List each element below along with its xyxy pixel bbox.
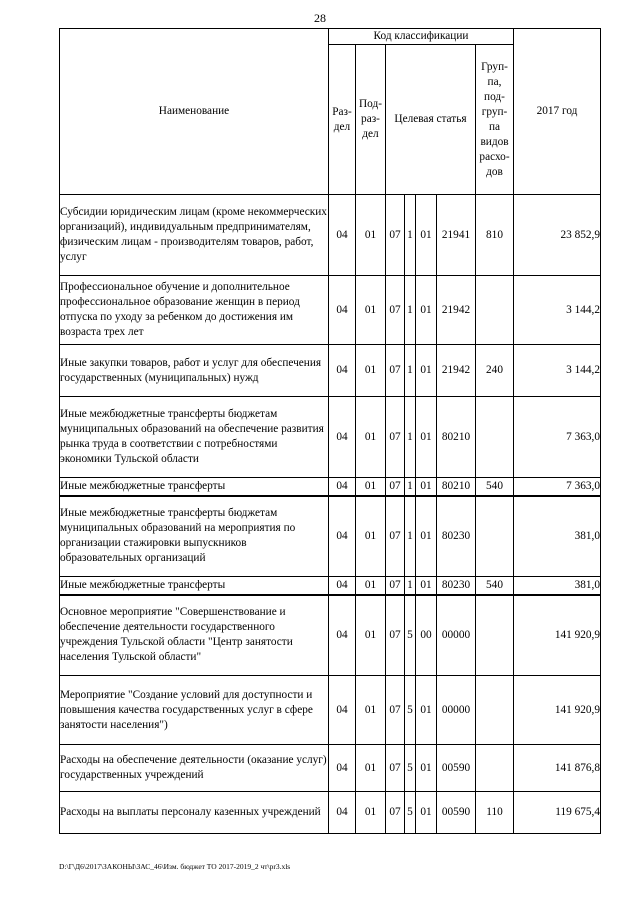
row-amount: 7 363,0 (514, 397, 601, 478)
row-name: Иные межбюджетные трансферты бюджетам муниципальных образований на обеспечение развития рынка труда в соответствии с потребностями экономики Тульской области (60, 397, 329, 478)
row-section: 04 (329, 195, 356, 276)
row-target-subprogram: 1 (405, 577, 416, 595)
column-header-section: Раз- дел (329, 45, 356, 195)
row-expense-group: 540 (476, 577, 514, 595)
row-target-program: 07 (386, 397, 405, 478)
row-target-event: 01 (416, 577, 437, 595)
row-target-direction: 80230 (437, 577, 476, 595)
row-amount: 381,0 (514, 577, 601, 595)
row-target-subprogram: 1 (405, 496, 416, 577)
row-expense-group (476, 496, 514, 577)
row-section: 04 (329, 397, 356, 478)
row-target-direction: 00000 (437, 595, 476, 676)
row-subsection: 01 (356, 595, 386, 676)
row-subsection: 01 (356, 745, 386, 792)
row-name: Иные закупки товаров, работ и услуг для обеспечения государственных (муниципальных) нужд (60, 345, 329, 397)
row-target-subprogram: 1 (405, 345, 416, 397)
row-target-program: 07 (386, 195, 405, 276)
row-target-program: 07 (386, 792, 405, 834)
row-target-program: 07 (386, 345, 405, 397)
row-subsection: 01 (356, 792, 386, 834)
row-target-event: 00 (416, 595, 437, 676)
row-amount: 141 920,9 (514, 595, 601, 676)
table-row (60, 478, 601, 496)
row-target-subprogram: 5 (405, 745, 416, 792)
table-row (60, 676, 601, 745)
table-row (60, 745, 601, 792)
row-amount: 23 852,9 (514, 195, 601, 276)
row-subsection: 01 (356, 496, 386, 577)
table-row (60, 496, 601, 577)
row-target-event: 01 (416, 745, 437, 792)
row-section: 04 (329, 745, 356, 792)
column-header-subsection: Под- раз- дел (356, 45, 386, 195)
column-header-group: Груп- па, под- груп- па видов расхо- дов (476, 45, 514, 195)
row-amount: 3 144,2 (514, 276, 601, 345)
row-target-program: 07 (386, 577, 405, 595)
row-section: 04 (329, 345, 356, 397)
row-section: 04 (329, 595, 356, 676)
row-name: Расходы на обеспечение деятельности (оказание услуг) государственных учреждений (60, 745, 329, 792)
row-section: 04 (329, 478, 356, 496)
row-name: Иные межбюджетные трансферты бюджетам муниципальных образований на мероприятия по организации стажировки выпускников образовательных организаций (60, 496, 329, 577)
row-expense-group: 110 (476, 792, 514, 834)
row-expense-group (476, 745, 514, 792)
row-target-direction: 80210 (437, 397, 476, 478)
row-subsection: 01 (356, 345, 386, 397)
row-target-program: 07 (386, 478, 405, 496)
row-expense-group: 540 (476, 478, 514, 496)
row-amount: 3 144,2 (514, 345, 601, 397)
table-row (60, 195, 601, 276)
row-target-event: 01 (416, 276, 437, 345)
row-target-subprogram: 1 (405, 276, 416, 345)
row-subsection: 01 (356, 397, 386, 478)
column-header-year: 2017 год (514, 29, 601, 195)
row-target-direction: 00590 (437, 792, 476, 834)
row-name: Мероприятие "Создание условий для доступности и повышения качества государственных услуг в сфере занятости населения") (60, 676, 329, 745)
row-target-event: 01 (416, 397, 437, 478)
row-target-program: 07 (386, 496, 405, 577)
row-section: 04 (329, 792, 356, 834)
row-target-subprogram: 5 (405, 676, 416, 745)
table-row (60, 792, 601, 834)
row-target-subprogram: 1 (405, 478, 416, 496)
column-header-code: Код классификации (329, 29, 514, 45)
row-amount: 141 920,9 (514, 676, 601, 745)
row-amount: 7 363,0 (514, 478, 601, 496)
row-subsection: 01 (356, 478, 386, 496)
row-target-event: 01 (416, 676, 437, 745)
row-section: 04 (329, 676, 356, 745)
table-row (60, 276, 601, 345)
row-amount: 381,0 (514, 496, 601, 577)
column-header-target: Целевая статья (386, 45, 476, 195)
row-target-program: 07 (386, 276, 405, 345)
row-expense-group (476, 397, 514, 478)
row-target-direction: 21941 (437, 195, 476, 276)
row-expense-group (476, 276, 514, 345)
row-target-subprogram: 1 (405, 397, 416, 478)
row-name: Иные межбюджетные трансферты (60, 577, 329, 595)
row-expense-group: 810 (476, 195, 514, 276)
row-target-subprogram: 5 (405, 595, 416, 676)
table-row (60, 345, 601, 397)
row-name: Иные межбюджетные трансферты (60, 478, 329, 496)
row-section: 04 (329, 276, 356, 345)
row-target-event: 01 (416, 478, 437, 496)
table-row (60, 595, 601, 676)
row-subsection: 01 (356, 195, 386, 276)
table-row (60, 397, 601, 478)
row-target-event: 01 (416, 345, 437, 397)
row-expense-group (476, 676, 514, 745)
row-target-direction: 80210 (437, 478, 476, 496)
row-expense-group: 240 (476, 345, 514, 397)
row-target-program: 07 (386, 595, 405, 676)
row-target-subprogram: 1 (405, 195, 416, 276)
row-target-event: 01 (416, 496, 437, 577)
row-target-event: 01 (416, 792, 437, 834)
row-target-direction: 80230 (437, 496, 476, 577)
row-target-direction: 21942 (437, 276, 476, 345)
row-subsection: 01 (356, 676, 386, 745)
table-row (60, 577, 601, 595)
row-subsection: 01 (356, 276, 386, 345)
row-name: Субсидии юридическим лицам (кроме некоммерческих организаций), индивидуальным предпринимателям, физическим лицам - производителям товаров, работ, услуг (60, 195, 329, 276)
row-name: Расходы на выплаты персоналу казенных учреждений (60, 792, 329, 834)
row-target-program: 07 (386, 676, 405, 745)
row-section: 04 (329, 496, 356, 577)
page-number: 28 (314, 11, 326, 25)
row-target-subprogram: 5 (405, 792, 416, 834)
row-section: 04 (329, 577, 356, 595)
budget-table (59, 28, 601, 834)
row-target-direction: 00000 (437, 676, 476, 745)
row-amount: 119 675,4 (514, 792, 601, 834)
row-subsection: 01 (356, 577, 386, 595)
file-path-footer: D:\Г\Д6\2017\ЗАКОНЫ\ЗАС_46\Изм. бюджет ТО 2017-2019_2 чт\pr3.xls (59, 862, 291, 871)
row-amount: 141 876,8 (514, 745, 601, 792)
row-name: Профессиональное обучение и дополнительное профессиональное образование женщин в период отпуска по уходу за ребенком до достижения им возраста трех лет (60, 276, 329, 345)
row-target-direction: 21942 (437, 345, 476, 397)
row-target-event: 01 (416, 195, 437, 276)
row-expense-group (476, 595, 514, 676)
row-target-direction: 00590 (437, 745, 476, 792)
row-target-program: 07 (386, 745, 405, 792)
row-name: Основное мероприятие "Совершенствование и обеспечение деятельности государственного учреждения Тульской области "Центр занятости населения Тульской области" (60, 595, 329, 676)
column-header-name: Наименование (60, 29, 329, 195)
